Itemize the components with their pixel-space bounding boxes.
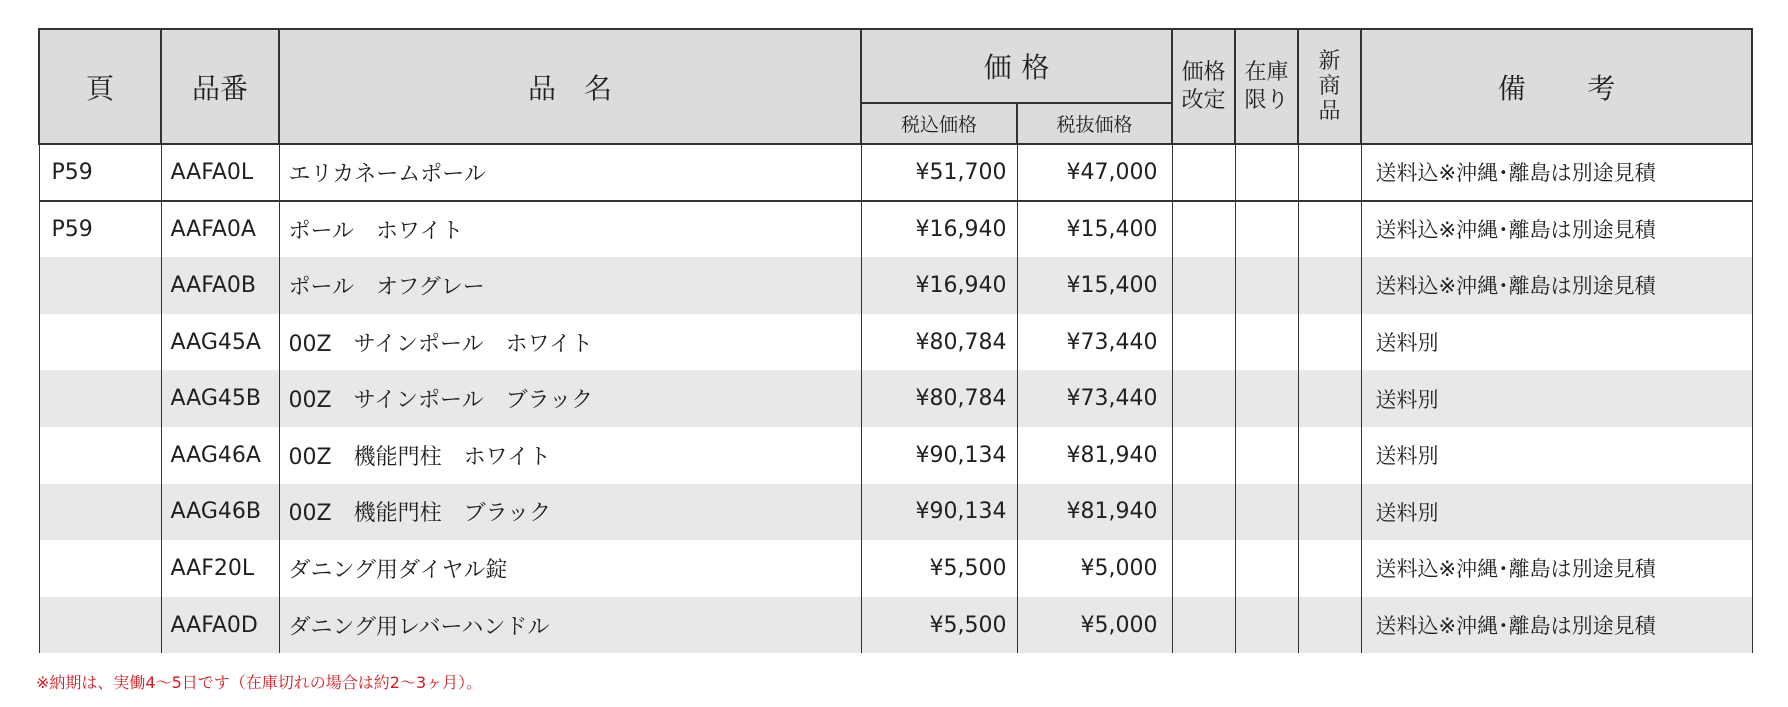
cell-new <box>1298 201 1361 258</box>
cell-revision <box>1172 201 1235 258</box>
table-body <box>39 144 1752 653</box>
cell-note: 送料込※沖縄･離島は別途見積 <box>1361 540 1752 597</box>
cell-price-excl: ¥5,000 <box>1017 540 1172 597</box>
price-table <box>38 28 1753 653</box>
header-new-char2: 商 <box>1318 74 1341 99</box>
table-row <box>39 201 1752 258</box>
header-price: 価格 <box>861 29 1172 103</box>
cell-revision <box>1172 597 1235 654</box>
cell-stock <box>1235 370 1298 427</box>
cell-price-excl: ¥73,440 <box>1017 314 1172 371</box>
cell-revision <box>1172 484 1235 541</box>
cell-note: 送料別 <box>1361 314 1752 371</box>
cell-price-excl: ¥81,940 <box>1017 427 1172 484</box>
cell-new <box>1298 370 1361 427</box>
cell-stock <box>1235 427 1298 484</box>
cell-price-incl: ¥51,700 <box>861 144 1017 201</box>
cell-page <box>39 257 161 314</box>
cell-code: AAFA0A <box>161 201 279 258</box>
cell-price-incl: ¥5,500 <box>861 597 1017 654</box>
cell-name: ダニング用レバーハンドル <box>279 597 861 654</box>
header-stock <box>1235 29 1298 144</box>
header-note: 備考 <box>1361 29 1752 144</box>
cell-price-excl: ¥47,000 <box>1017 144 1172 201</box>
cell-revision <box>1172 314 1235 371</box>
cell-note: 送料込※沖縄･離島は別途見積 <box>1361 257 1752 314</box>
cell-revision <box>1172 427 1235 484</box>
cell-price-incl: ¥5,500 <box>861 540 1017 597</box>
cell-page: P59 <box>39 144 161 201</box>
cell-note: 送料別 <box>1361 484 1752 541</box>
cell-price-incl: ¥80,784 <box>861 314 1017 371</box>
cell-page <box>39 370 161 427</box>
cell-new <box>1298 144 1361 201</box>
cell-page <box>39 484 161 541</box>
cell-stock <box>1235 201 1298 258</box>
cell-code: AAG46A <box>161 427 279 484</box>
cell-price-incl: ¥90,134 <box>861 427 1017 484</box>
cell-page <box>39 597 161 654</box>
table-row <box>39 314 1752 371</box>
table-row <box>39 144 1752 201</box>
cell-price-excl: ¥15,400 <box>1017 201 1172 258</box>
cell-stock <box>1235 257 1298 314</box>
cell-new <box>1298 257 1361 314</box>
cell-price-incl: ¥90,134 <box>861 484 1017 541</box>
header-name: 品 名 <box>279 29 861 144</box>
header-revision-line2: 改定 <box>1181 87 1226 113</box>
header-price-excl: 税抜価格 <box>1017 103 1172 144</box>
cell-note: 送料別 <box>1361 427 1752 484</box>
cell-stock <box>1235 540 1298 597</box>
cell-name: 00Z サインポール ブラック <box>279 370 861 427</box>
cell-price-incl: ¥16,940 <box>861 201 1017 258</box>
cell-name: ダニング用ダイヤル錠 <box>279 540 861 597</box>
cell-name: エリカネームポール <box>279 144 861 201</box>
table-row <box>39 257 1752 314</box>
cell-code: AAG45B <box>161 370 279 427</box>
cell-note: 送料別 <box>1361 370 1752 427</box>
cell-new <box>1298 427 1361 484</box>
cell-price-excl: ¥15,400 <box>1017 257 1172 314</box>
cell-new <box>1298 314 1361 371</box>
cell-stock <box>1235 314 1298 371</box>
cell-code: AAFA0B <box>161 257 279 314</box>
cell-revision <box>1172 144 1235 201</box>
header-page: 頁 <box>39 29 161 144</box>
delivery-footnote: ※納期は、実働4～5日です（在庫切れの場合は約2～3ヶ月）。 <box>36 673 483 692</box>
table-row <box>39 540 1752 597</box>
cell-new <box>1298 484 1361 541</box>
cell-stock <box>1235 144 1298 201</box>
header-price-incl: 税込価格 <box>861 103 1017 144</box>
cell-code: AAFA0D <box>161 597 279 654</box>
cell-price-excl: ¥81,940 <box>1017 484 1172 541</box>
cell-page <box>39 427 161 484</box>
cell-code: AAFA0L <box>161 144 279 201</box>
cell-revision <box>1172 540 1235 597</box>
header-row <box>39 29 1752 103</box>
cell-stock <box>1235 484 1298 541</box>
cell-note: 送料込※沖縄･離島は別途見積 <box>1361 597 1752 654</box>
cell-name: ポール オフグレー <box>279 257 861 314</box>
table-row <box>39 484 1752 541</box>
cell-page: P59 <box>39 201 161 258</box>
cell-page <box>39 314 161 371</box>
cell-page <box>39 540 161 597</box>
header-stock-line2: 限り <box>1244 87 1289 113</box>
header-stock-line1: 在庫 <box>1244 59 1289 85</box>
header-new-char1: 新 <box>1318 49 1341 74</box>
cell-code: AAG46B <box>161 484 279 541</box>
cell-revision <box>1172 257 1235 314</box>
cell-note: 送料込※沖縄･離島は別途見積 <box>1361 144 1752 201</box>
table-row <box>39 370 1752 427</box>
cell-name: 00Z 機能門柱 ブラック <box>279 484 861 541</box>
cell-price-incl: ¥80,784 <box>861 370 1017 427</box>
cell-revision <box>1172 370 1235 427</box>
cell-code: AAG45A <box>161 314 279 371</box>
table-row <box>39 597 1752 654</box>
header-code: 品番 <box>161 29 279 144</box>
cell-stock <box>1235 597 1298 654</box>
cell-price-incl: ¥16,940 <box>861 257 1017 314</box>
cell-new <box>1298 597 1361 654</box>
table-row <box>39 427 1752 484</box>
cell-code: AAF20L <box>161 540 279 597</box>
cell-name: 00Z サインポール ホワイト <box>279 314 861 371</box>
cell-name: ポール ホワイト <box>279 201 861 258</box>
header-revision-line1: 価格 <box>1181 59 1226 85</box>
cell-new <box>1298 540 1361 597</box>
cell-note: 送料込※沖縄･離島は別途見積 <box>1361 201 1752 258</box>
header-revision <box>1172 29 1235 144</box>
cell-price-excl: ¥5,000 <box>1017 597 1172 654</box>
cell-name: 00Z 機能門柱 ホワイト <box>279 427 861 484</box>
cell-price-excl: ¥73,440 <box>1017 370 1172 427</box>
header-new-char3: 品 <box>1318 99 1341 124</box>
header-new <box>1298 29 1361 144</box>
